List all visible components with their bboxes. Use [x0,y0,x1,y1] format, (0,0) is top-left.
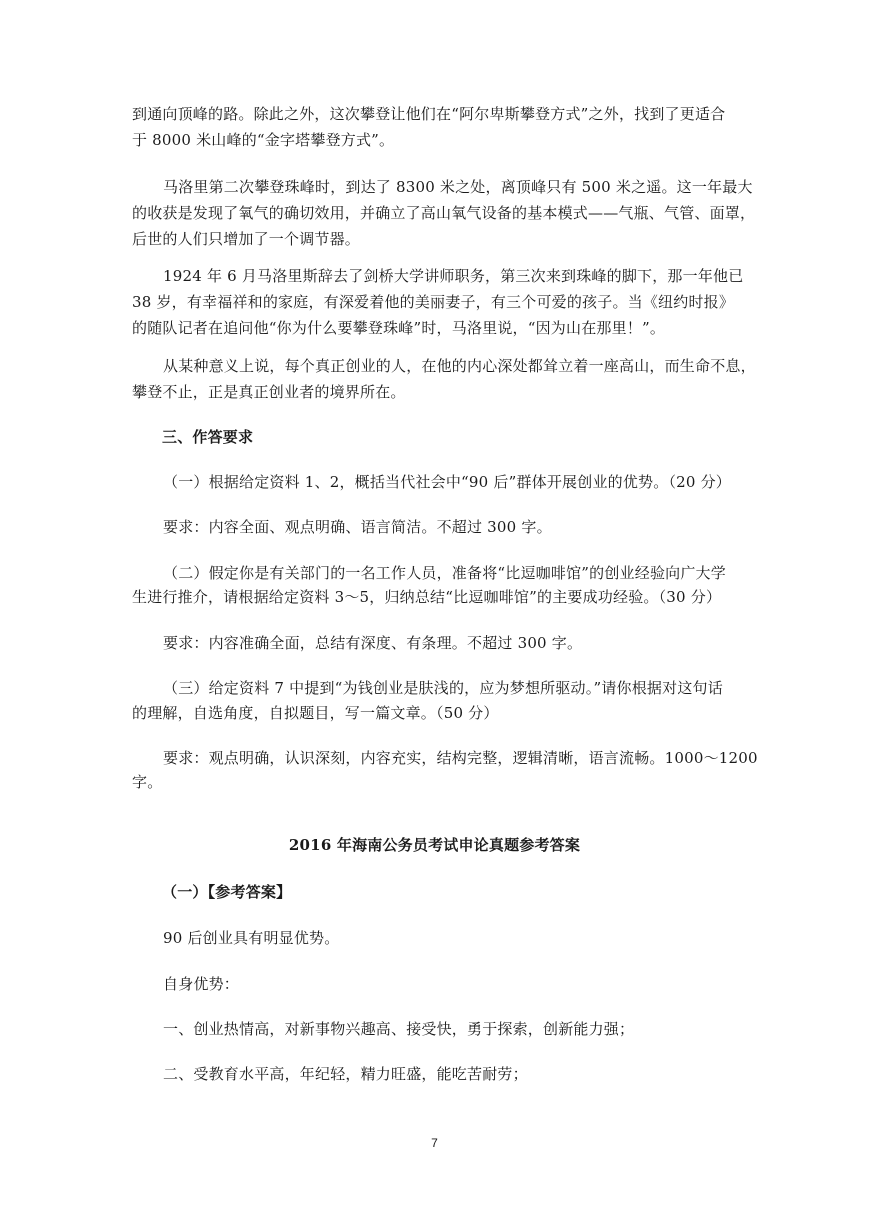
question-3-requirement-line: 要求：观点明确，认识深刻，内容充实，结构完整，逻辑清晰，语言流畅。1000～1200 [163,749,758,767]
paragraph-line: 马洛里第二次攀登珠峰时，到达了 8300 米之处，离顶峰只有 500 米之遥。这一年最大 [163,178,753,196]
answer-line: 90 后创业具有明显优势。 [163,929,340,947]
answer-line: 一、创业热情高，对新事物兴趣高、接受快，勇于探索，创新能力强； [163,1020,635,1038]
paragraph-line: 38 岁，有幸福祥和的家庭，有深爱着他的美丽妻子，有三个可爱的孩子。当《纽约时报》 [132,293,735,311]
paragraph-line: 1924 年 6 月马洛里斯辞去了剑桥大学讲师职务，第三次来到珠峰的脚下，那一年他已 [163,267,744,285]
page-number: 7 [431,1136,438,1150]
question-1-requirement: 要求：内容全面、观点明确、语言简洁。不超过 300 字。 [163,518,552,536]
answer-title: 2016 年海南公务员考试申论真题参考答案 [288,836,581,854]
paragraph-line: 于 8000 米山峰的“金字塔攀登方式”。 [132,131,395,149]
question-3-requirement-line: 字。 [132,773,163,791]
paragraph-line: 后世的人们只增加了一个调节器。 [132,230,361,248]
question-2-requirement: 要求：内容准确全面，总结有深度、有条理。不超过 300 字。 [163,634,583,652]
answer-line: 二、受教育水平高，年纪轻，精力旺盛，能吃苦耐劳； [163,1065,528,1083]
section-heading: 三、作答要求 [162,428,254,446]
answer-line: 自身优势： [163,975,240,993]
question-2-line: 生进行推介，请根据给定资料 3～5，归纳总结“比逗咖啡馆”的主要成功经验。（30 分） [132,588,722,606]
paragraph-line: 攀登不止，正是真正创业者的境界所在。 [132,383,406,401]
question-2-line: （二）假定你是有关部门的一名工作人员，准备将“比逗咖啡馆”的创业经验向广大学 [163,564,726,582]
paragraph-line: 的随队记者在追问他“你为什么要攀登珠峰”时，马洛里说，“因为山在那里！”。 [132,319,666,337]
question-3-line: 的理解，自选角度，自拟题目，写一篇文章。（50 分） [132,704,499,722]
paragraph-line: 到通向顶峰的路。除此之外，这次攀登让他们在“阿尔卑斯攀登方式”之外，找到了更适合 [132,105,726,123]
paragraph-line: 的收获是发现了氧气的确切效用，并确立了高山氧气设备的基本模式——气瓶、气管、面罩， [132,204,756,222]
paragraph-line: 从某种意义上说，每个真正创业的人，在他的内心深处都耸立着一座高山，而生命不息， [163,357,756,375]
question-1: （一）根据给定资料 1、2，概括当代社会中“90 后”群体开展创业的优势。（20 分） [163,473,732,491]
question-3-line: （三）给定资料 7 中提到“为钱创业是肤浅的，应为梦想所驱动。”请你根据对这句话 [163,679,723,697]
answer-heading: （一）【参考答案】 [162,883,292,901]
